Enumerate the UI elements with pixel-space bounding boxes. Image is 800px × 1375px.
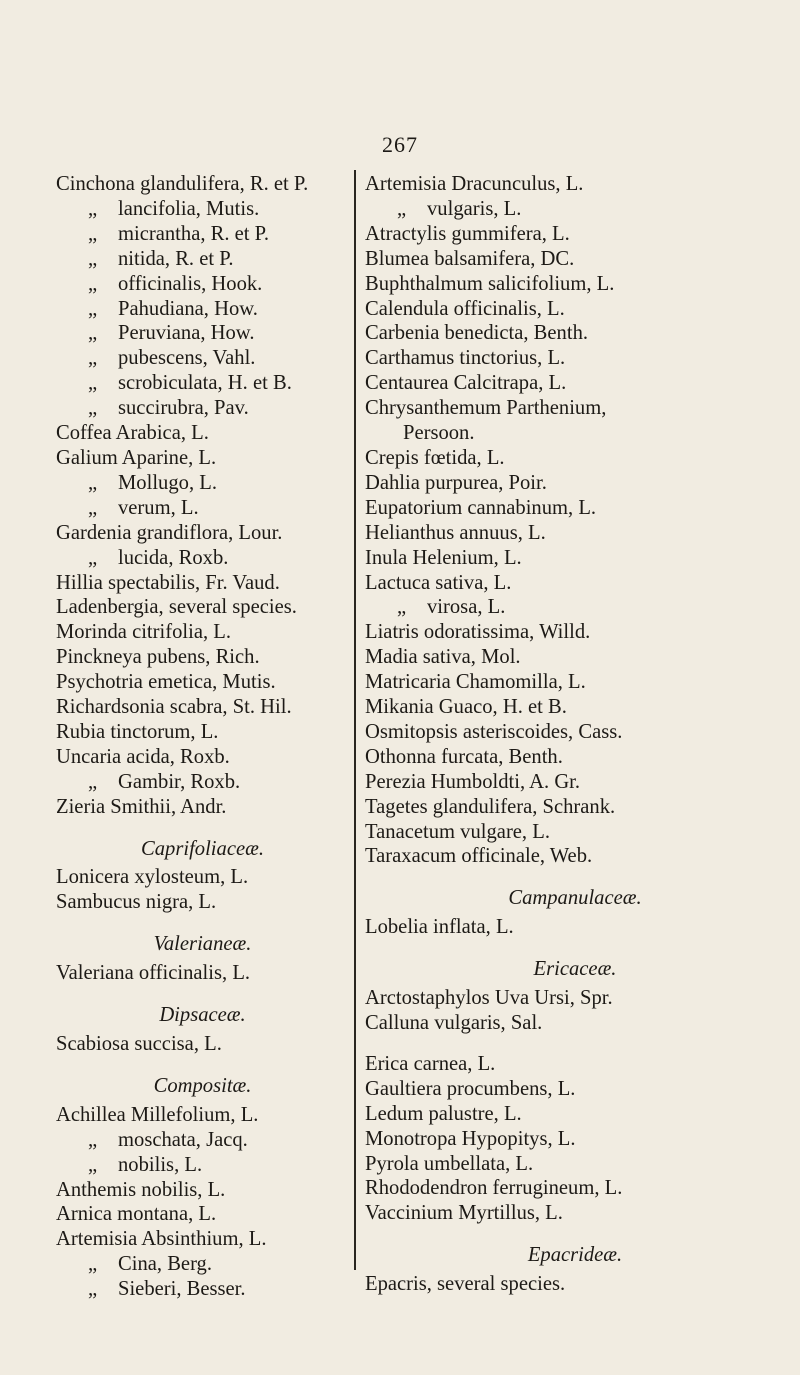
species-entry [56, 272, 349, 297]
species-name: Rubia tinctorum, L. [56, 720, 219, 743]
species-entry [56, 421, 349, 446]
species-name: Valeriana officinalis, L. [56, 962, 251, 985]
species-entry [56, 620, 349, 645]
species-entry [56, 446, 349, 471]
ericaceae-list-continued [365, 1052, 785, 1226]
species-entry [365, 770, 785, 795]
ditto-mark: „ [88, 1253, 98, 1276]
species-name: Monotropa Hypopitys, L. [365, 1127, 576, 1150]
species-entry [365, 745, 785, 770]
species-name: Psychotria emetica, Mutis. [56, 671, 276, 694]
species-entry [365, 496, 785, 521]
species-name: Calendula officinalis, L. [365, 297, 565, 320]
species-entry [56, 371, 349, 396]
species-name: Erica carnea, L. [365, 1052, 496, 1075]
species-name: Gambir, Roxb. [118, 770, 241, 793]
species-entry [56, 571, 349, 596]
species-name: Chrysanthemum Parthenium, [365, 397, 607, 420]
species-entry [56, 222, 349, 247]
species-entry [56, 396, 349, 421]
page-number: 267 [382, 132, 418, 157]
ditto-mark: „ [88, 397, 98, 420]
species-entry [56, 595, 349, 620]
species-name: pubescens, Vahl. [118, 347, 256, 370]
species-name: Lobelia inflata, L. [365, 916, 514, 939]
species-name: Epacris, several species. [365, 1273, 566, 1296]
species-name: Centaurea Calcitrapa, L. [365, 372, 567, 395]
species-name: lucida, Roxb. [118, 546, 229, 569]
heading-dipsaceae: Dipsaceæ. [159, 1004, 246, 1027]
ditto-mark: „ [88, 322, 98, 345]
species-name: Uncaria acida, Roxb. [56, 745, 230, 768]
species-entry [56, 961, 349, 986]
species-name: Dahlia purpurea, Poir. [365, 471, 547, 494]
species-entry [365, 1011, 785, 1036]
species-name: moschata, Jacq. [118, 1128, 248, 1151]
ditto-mark: „ [88, 297, 98, 320]
species-name: Pahudiana, How. [118, 297, 258, 320]
species-name: Cinchona glandulifera, R. et P. [56, 173, 309, 195]
species-entry [365, 222, 785, 247]
species-entry [56, 865, 349, 890]
heading-campanulaceae: Campanulaceæ. [508, 887, 642, 910]
species-entry [56, 471, 349, 496]
species-entry [365, 421, 785, 446]
species-entry [365, 670, 785, 695]
species-entry [56, 1178, 349, 1203]
species-entry [365, 986, 785, 1011]
species-name: Cina, Berg. [118, 1253, 212, 1276]
compositae-continued-list [365, 172, 785, 869]
species-entry [365, 795, 785, 820]
species-name: Pinckneya pubens, Rich. [56, 646, 260, 669]
species-name: Gaultiera procumbens, L. [365, 1077, 576, 1100]
heading-epacrideae: Epacrideæ. [527, 1244, 623, 1267]
species-name: Achillea Millefolium, L. [56, 1103, 259, 1126]
ditto-mark: „ [88, 1153, 98, 1176]
species-entry [365, 321, 785, 346]
species-entry [365, 820, 785, 845]
species-name: Lactuca sativa, L. [365, 571, 512, 594]
species-entry [56, 197, 349, 222]
species-name: Calluna vulgaris, Sal. [365, 1012, 543, 1034]
species-name: Persoon. [403, 422, 475, 445]
species-entry [56, 521, 349, 546]
species-name: Ledum palustre, L. [365, 1102, 522, 1125]
species-name: Arnica montana, L. [56, 1203, 217, 1226]
species-entry [56, 720, 349, 745]
species-entry [365, 272, 785, 297]
species-name: verum, L. [118, 496, 199, 519]
species-entry [56, 1202, 349, 1227]
ditto-mark: „ [88, 546, 98, 569]
species-entry [365, 1201, 785, 1226]
species-entry [56, 645, 349, 670]
species-entry [56, 1277, 349, 1302]
campanulaceae-list [365, 915, 785, 940]
species-name: officinalis, Hook. [118, 272, 263, 295]
species-entry [56, 695, 349, 720]
species-entry [56, 890, 349, 915]
species-entry [365, 595, 785, 620]
species-name: virosa, L. [427, 596, 506, 619]
species-entry [56, 670, 349, 695]
species-entry [56, 1128, 349, 1153]
ditto-mark: „ [88, 247, 98, 270]
left-column [56, 172, 349, 1302]
epacrideae-list [365, 1272, 785, 1297]
species-name: Mikania Guaco, H. et B. [365, 696, 567, 719]
species-entry [365, 695, 785, 720]
species-entry [365, 571, 785, 596]
species-name: Morinda citrifolia, L. [56, 621, 231, 644]
species-entry [365, 247, 785, 272]
heading-valerianeae: Valerianeæ. [153, 933, 252, 956]
ditto-mark: „ [88, 197, 98, 220]
species-name: Blumea balsamifera, DC. [365, 247, 575, 270]
species-name: Tagetes glandulifera, Schrank. [365, 795, 616, 818]
species-name: micrantha, R. et P. [118, 222, 269, 245]
species-entry [56, 795, 349, 820]
dipsaceae-list [56, 1032, 349, 1057]
species-entry [56, 496, 349, 521]
species-entry [365, 915, 785, 940]
species-name: Vaccinium Myrtillus, L. [365, 1202, 563, 1225]
species-entry [365, 1052, 785, 1077]
species-entry [56, 546, 349, 571]
species-entry [56, 321, 349, 346]
species-name: Scabiosa succisa, L. [56, 1033, 222, 1055]
species-name: Gardenia grandiflora, Lour. [56, 521, 283, 544]
species-name: Mollugo, L. [118, 471, 217, 494]
ditto-mark: „ [397, 596, 407, 619]
species-entry [365, 720, 785, 745]
species-name: Artemisia Dracunculus, L. [365, 173, 584, 195]
heading-compositae: Compositæ. [153, 1074, 252, 1097]
rubiaceae-list [56, 172, 349, 820]
species-name: Ladenbergia, several species. [56, 596, 297, 619]
species-entry [365, 521, 785, 546]
species-name: Rhododendron ferrugineum, L. [365, 1177, 623, 1200]
species-name: Arctostaphylos Uva Ursi, Spr. [365, 987, 613, 1010]
species-name: Eupatorium cannabinum, L. [365, 496, 597, 519]
species-entry [365, 645, 785, 670]
species-name: Osmitopsis asteriscoides, Cass. [365, 720, 623, 743]
ditto-mark: „ [88, 222, 98, 245]
species-name: Zieria Smithii, Andr. [56, 795, 227, 818]
species-entry [365, 844, 785, 869]
right-column [365, 172, 785, 1297]
species-name: Lonicera xylosteum, L. [56, 866, 249, 889]
species-name: Sieberi, Besser. [118, 1278, 246, 1301]
species-name: Othonna furcata, Benth. [365, 745, 563, 768]
species-name: Liatris odoratissima, Willd. [365, 621, 591, 644]
species-name: Artemisia Absinthium, L. [56, 1228, 267, 1251]
heading-ericaceae: Ericaceæ. [533, 958, 617, 981]
valerianeae-list [56, 961, 349, 986]
species-entry [56, 1153, 349, 1178]
species-entry [56, 172, 349, 197]
species-name: Matricaria Chamomilla, L. [365, 671, 586, 694]
ditto-mark: „ [88, 496, 98, 519]
species-entry [365, 297, 785, 322]
heading-caprifoliaceae: Caprifoliaceæ. [141, 837, 264, 860]
species-entry [365, 546, 785, 571]
ditto-mark: „ [88, 347, 98, 370]
species-name: Taraxacum officinale, Web. [365, 845, 593, 868]
species-entry [365, 1102, 785, 1127]
species-entry [56, 1252, 349, 1277]
ditto-mark: „ [88, 272, 98, 295]
species-name: Coffea Arabica, L. [56, 422, 209, 445]
species-entry [56, 745, 349, 770]
species-entry [365, 1152, 785, 1177]
species-name: Tanacetum vulgare, L. [365, 820, 550, 843]
species-entry [56, 247, 349, 272]
species-entry [365, 620, 785, 645]
species-entry [365, 197, 785, 222]
species-name: Richardsonia scabra, St. Hil. [56, 696, 292, 719]
species-entry [365, 396, 785, 421]
species-name: Helianthus annuus, L. [365, 521, 546, 544]
ericaceae-list [365, 986, 785, 1036]
species-name: Inula Helenium, L. [365, 546, 522, 569]
ditto-mark: „ [88, 1278, 98, 1301]
species-name: Madia sativa, Mol. [365, 646, 521, 669]
species-name: Crepis fœtida, L. [365, 446, 505, 469]
species-entry [56, 770, 349, 795]
species-entry [365, 1176, 785, 1201]
species-name: Buphthalmum salicifolium, L. [365, 272, 615, 295]
species-entry [365, 371, 785, 396]
compositae-list [56, 1103, 349, 1302]
species-entry [365, 346, 785, 371]
species-entry [56, 297, 349, 322]
species-name: Carthamus tinctorius, L. [365, 347, 566, 370]
species-name: Perezia Humboldti, A. Gr. [365, 770, 581, 793]
species-name: Atractylis gummifera, L. [365, 222, 570, 245]
species-entry [56, 1103, 349, 1128]
species-entry [365, 1077, 785, 1102]
species-name: Carbenia benedicta, Benth. [365, 322, 589, 345]
species-name: Sambucus nigra, L. [56, 891, 217, 914]
ditto-mark: „ [397, 197, 407, 220]
species-name: nitida, R. et P. [118, 247, 234, 270]
species-name: lancifolia, Mutis. [118, 197, 260, 220]
species-name: succirubra, Pav. [118, 397, 249, 420]
ditto-mark: „ [88, 770, 98, 793]
species-entry [365, 471, 785, 496]
species-entry [56, 1227, 349, 1252]
species-name: Anthemis nobilis, L. [56, 1178, 226, 1201]
species-name: Hillia spectabilis, Fr. Vaud. [56, 571, 280, 594]
species-name: scrobiculata, H. et B. [118, 372, 292, 395]
species-name: Peruviana, How. [118, 322, 255, 345]
ditto-mark: „ [88, 372, 98, 395]
caprifoliaceae-list [56, 865, 349, 915]
species-name: nobilis, L. [118, 1153, 203, 1176]
species-name: vulgaris, L. [427, 197, 522, 220]
column-divider [354, 170, 356, 1270]
ditto-mark: „ [88, 1128, 98, 1151]
species-name: Galium Aparine, L. [56, 446, 217, 469]
species-name: Pyrola umbellata, L. [365, 1152, 534, 1175]
species-entry [365, 446, 785, 471]
species-entry [365, 1272, 785, 1297]
species-entry [365, 1127, 785, 1152]
species-entry [56, 1032, 349, 1057]
species-entry [56, 346, 349, 371]
species-entry [365, 172, 785, 197]
ditto-mark: „ [88, 471, 98, 494]
